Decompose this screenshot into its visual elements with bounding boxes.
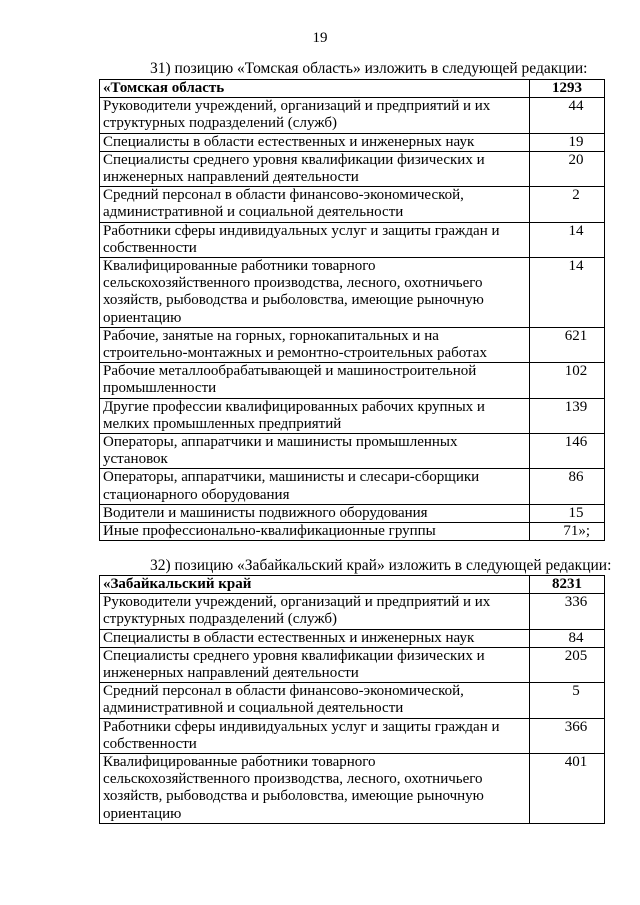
group-value: 2 xyxy=(530,187,605,222)
group-label: Квалифицированные работники товарного сельскохозяйственного производства, лесного, охотничьего хозяйств, рыбоводства и рыболовства, имеющие рыночную ориентацию xyxy=(100,258,530,328)
section-heading-zabaykalsky: 32) позицию «Забайкальский край» изложить в следующей редакции: xyxy=(150,557,612,574)
table-row xyxy=(100,98,605,133)
group-value: 19 xyxy=(530,133,605,151)
table-row xyxy=(100,258,605,328)
group-value: 146 xyxy=(530,434,605,469)
group-value: 205 xyxy=(530,647,605,682)
group-label: Операторы, аппаратчики, машинисты и слесари-сборщики стационарного оборудования xyxy=(100,469,530,504)
table-row xyxy=(100,151,605,186)
group-label: Руководители учреждений, организаций и предприятий и их структурных подразделений (служб) xyxy=(100,98,530,133)
group-label: Работники сферы индивидуальных услуг и защиты граждан и собственности xyxy=(100,718,530,753)
table-row xyxy=(100,363,605,398)
group-value: 86 xyxy=(530,469,605,504)
table-tomsk xyxy=(99,79,605,541)
table-row xyxy=(100,504,605,522)
region-name: «Томская область xyxy=(100,80,530,98)
table-row xyxy=(100,327,605,362)
group-label: Специалисты в области естественных и инженерных наук xyxy=(100,629,530,647)
group-value: 71»; xyxy=(530,523,605,541)
region-name: «Забайкальский край xyxy=(100,576,530,594)
group-value: 14 xyxy=(530,258,605,328)
table-row xyxy=(100,434,605,469)
group-label: Другие профессии квалифицированных рабочих крупных и мелких промышленных предприятий xyxy=(100,398,530,433)
group-value: 139 xyxy=(530,398,605,433)
group-value: 5 xyxy=(530,683,605,718)
table-row xyxy=(100,222,605,257)
group-label: Работники сферы индивидуальных услуг и защиты граждан и собственности xyxy=(100,222,530,257)
group-label: Иные профессионально-квалификационные группы xyxy=(100,523,530,541)
table-row xyxy=(100,469,605,504)
group-value: 14 xyxy=(530,222,605,257)
region-total: 8231 xyxy=(530,576,605,594)
group-value: 44 xyxy=(530,98,605,133)
group-label: Средний персонал в области финансово-экономической, административной и социальной деятельности xyxy=(100,683,530,718)
group-label: Водители и машинисты подвижного оборудования xyxy=(100,504,530,522)
table-row xyxy=(100,754,605,824)
group-value: 401 xyxy=(530,754,605,824)
section-heading-tomsk: 31) позицию «Томская область» изложить в следующей редакции: xyxy=(150,60,588,77)
group-label: Руководители учреждений, организаций и предприятий и их структурных подразделений (служб) xyxy=(100,594,530,629)
group-value: 15 xyxy=(530,504,605,522)
group-value: 336 xyxy=(530,594,605,629)
table-row xyxy=(100,187,605,222)
group-value: 102 xyxy=(530,363,605,398)
table-row xyxy=(100,523,605,541)
group-value: 20 xyxy=(530,151,605,186)
table-row xyxy=(100,647,605,682)
group-value: 84 xyxy=(530,629,605,647)
region-total: 1293 xyxy=(530,80,605,98)
page-number: 19 xyxy=(312,30,328,46)
group-label: Специалисты в области естественных и инженерных наук xyxy=(100,133,530,151)
group-label: Специалисты среднего уровня квалификации физических и инженерных направлений деятельности xyxy=(100,151,530,186)
group-value: 621 xyxy=(530,327,605,362)
group-label: Средний персонал в области финансово-экономической, административной и социальной деятельности xyxy=(100,187,530,222)
table-row xyxy=(100,133,605,151)
group-value: 366 xyxy=(530,718,605,753)
table-row xyxy=(100,683,605,718)
table-zabaykalsky xyxy=(99,575,605,824)
group-label: Операторы, аппаратчики и машинисты промышленных установок xyxy=(100,434,530,469)
table-row xyxy=(100,629,605,647)
group-label: Квалифицированные работники товарного сельскохозяйственного производства, лесного, охотничьего хозяйств, рыбоводства и рыболовства, имеющие рыночную ориентацию xyxy=(100,754,530,824)
group-label: Рабочие, занятые на горных, горнокапитальных и на строительно-монтажных и ремонтно-строительных работах xyxy=(100,327,530,362)
table-row xyxy=(100,718,605,753)
region-header-row xyxy=(100,80,605,98)
group-label: Специалисты среднего уровня квалификации физических и инженерных направлений деятельности xyxy=(100,647,530,682)
group-label: Рабочие металлообрабатывающей и машиностроительной промышленности xyxy=(100,363,530,398)
table-row xyxy=(100,594,605,629)
region-header-row xyxy=(100,576,605,594)
table-row xyxy=(100,398,605,433)
